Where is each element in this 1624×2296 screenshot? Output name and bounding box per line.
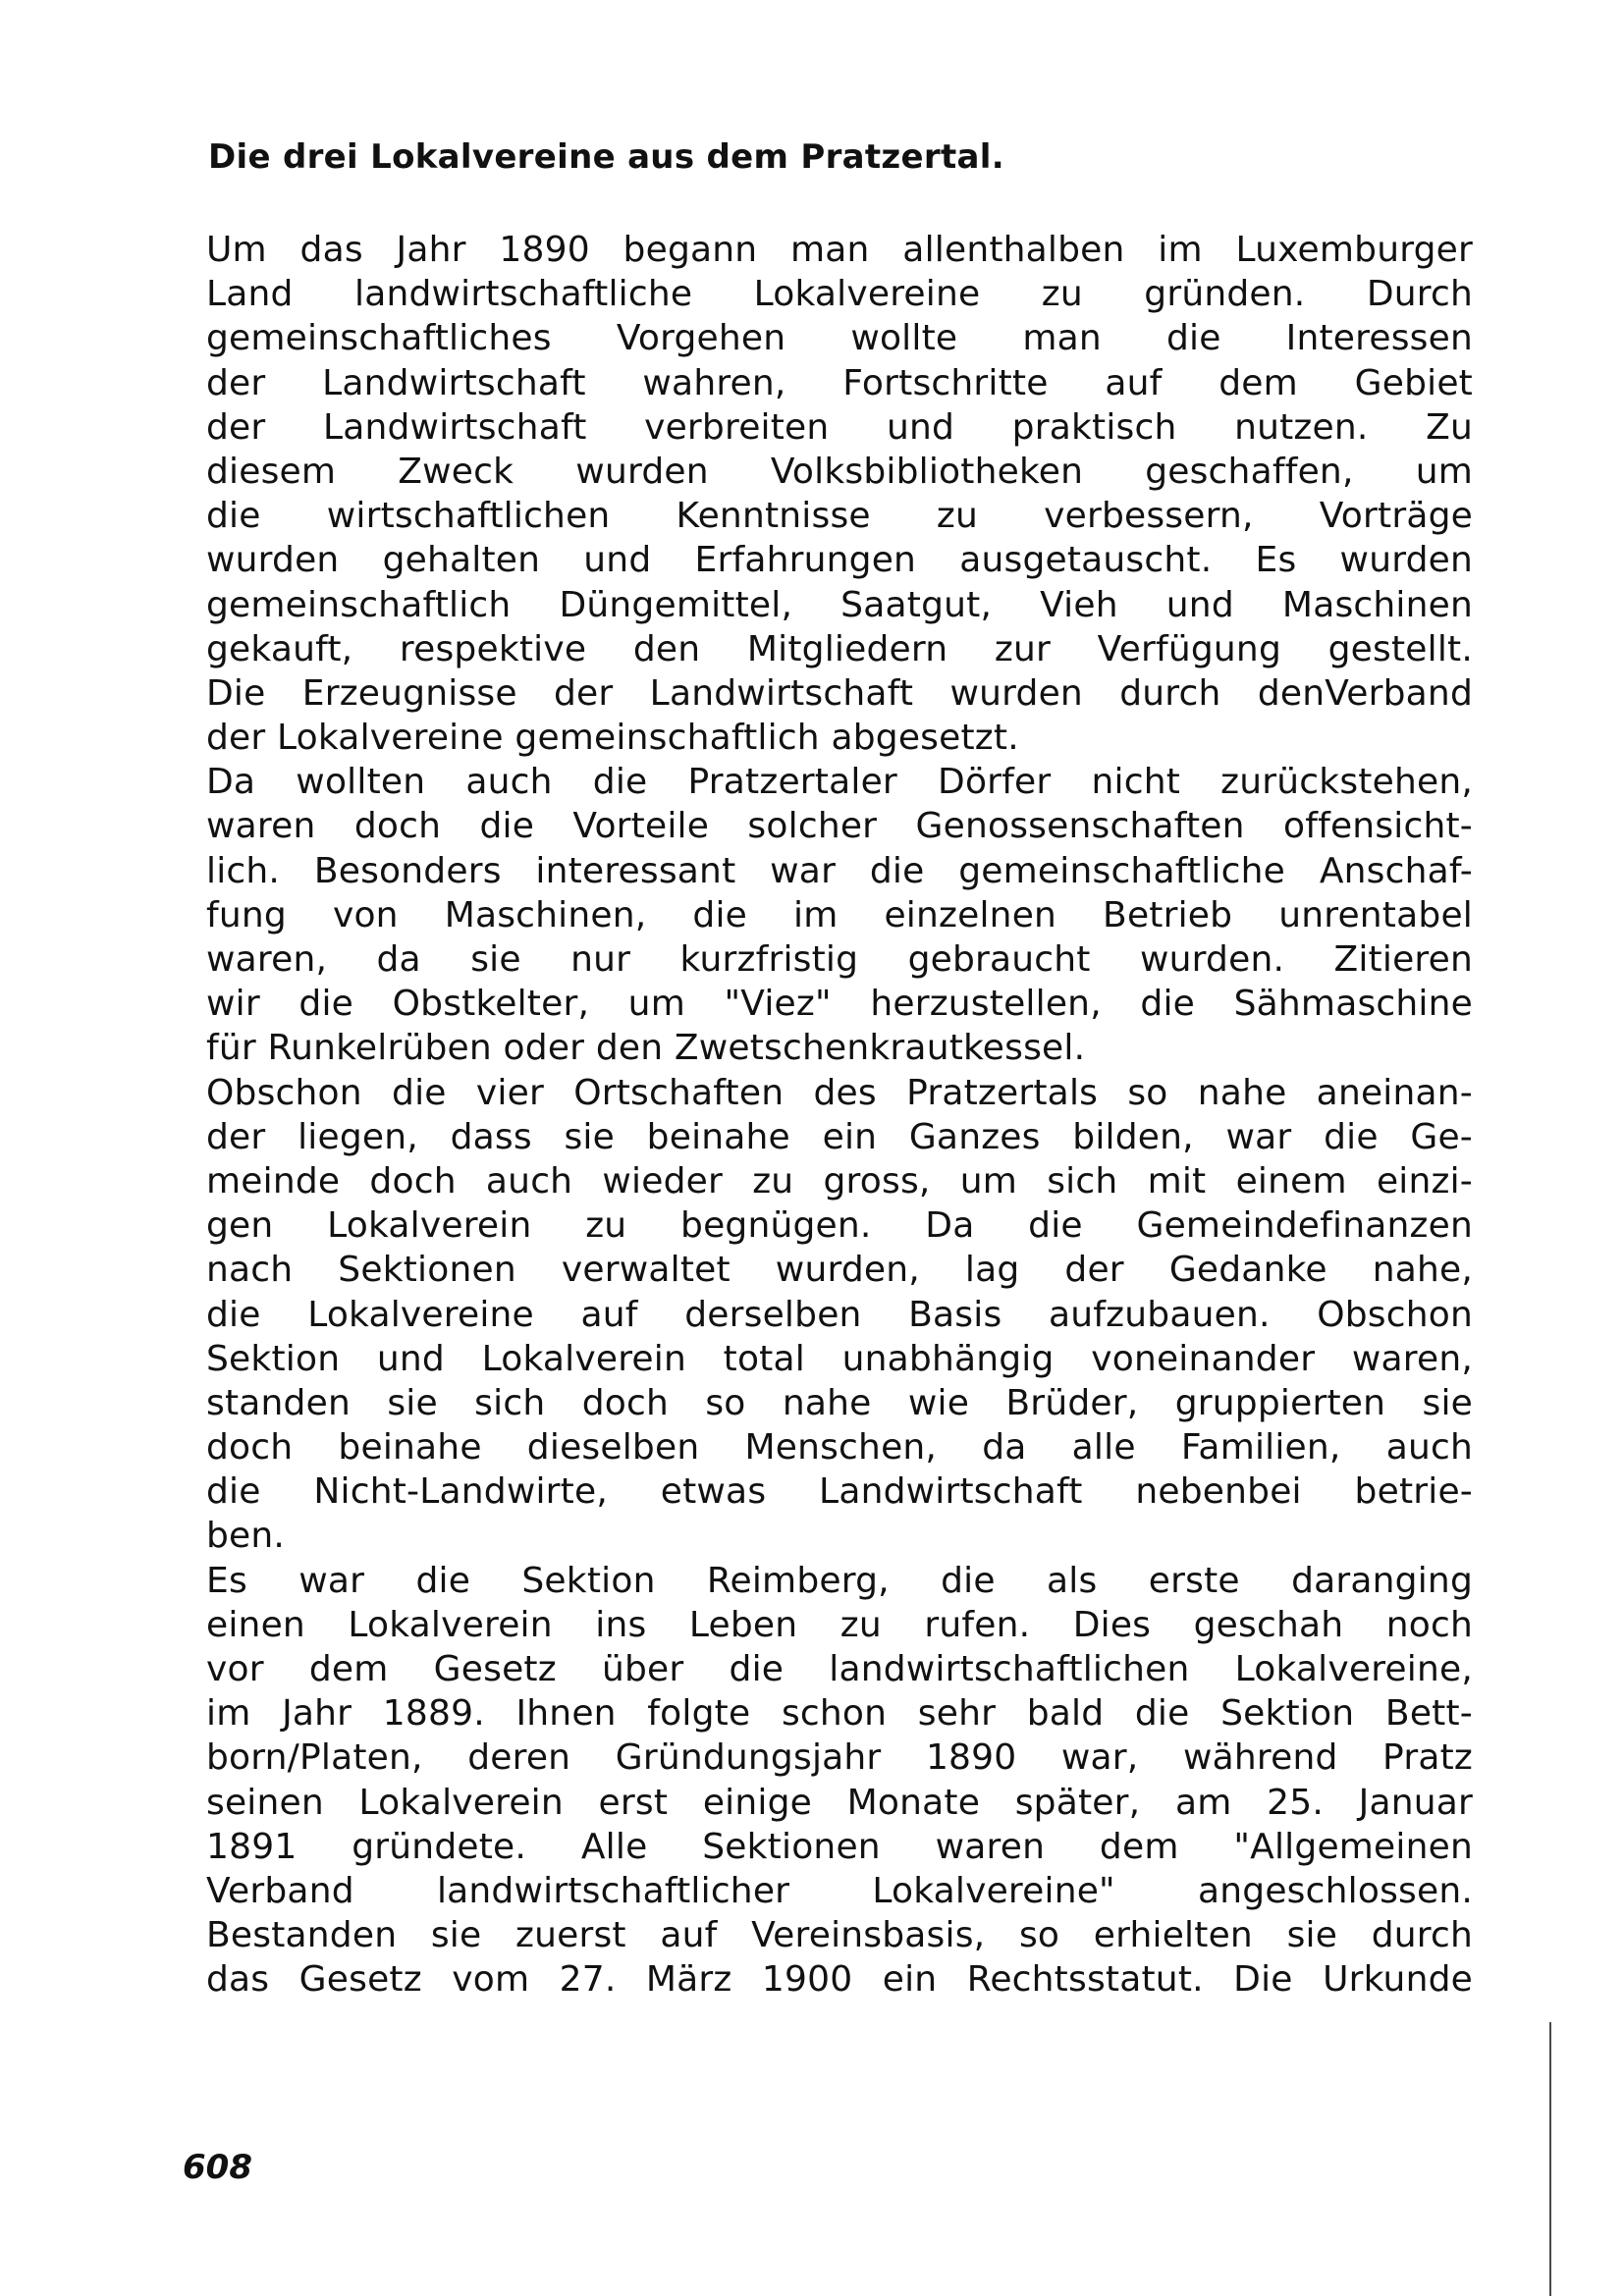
text-line: Um das Jahr 1890 begann man allenthalben im Luxemburger: [206, 230, 1473, 270]
text-line: Die Erzeugnisse der Landwirtschaft wurden durch denVerband: [206, 672, 1473, 714]
page-number: 608: [183, 2148, 252, 2187]
text-line: das Gesetz vom 27. März 1900 ein Rechtsstatut. Die Urkunde: [206, 1959, 1473, 2001]
text-line: Bestanden sie zuerst auf Vereinsbasis, so erhielten sie durch: [206, 1915, 1473, 1956]
text-line: im Jahr 1889. Ihnen folgte schon sehr bald die Sektion Bett-: [206, 1693, 1473, 1735]
text-line: seinen Lokalverein erst einige Monate später, am 25. Januar: [206, 1782, 1473, 1823]
text-line: doch beinahe dieselben Menschen, da alle Familien, auch: [206, 1427, 1473, 1468]
scan-edge-line: [1549, 2022, 1551, 2296]
text-line: fung von Maschinen, die im einzelnen Betrieb unrentabel: [206, 894, 1473, 935]
text-line: Es war die Sektion Reimberg, die als erste daranging: [206, 1560, 1473, 1601]
text-line: nach Sektionen verwaltet wurden, lag der Gedanke nahe,: [206, 1250, 1473, 1291]
text-line: wir die Obstkelter, um "Viez" herzustellen, die Sähmaschine: [206, 984, 1473, 1025]
text-line: einen Lokalverein ins Leben zu rufen. Dies geschah noch: [206, 1604, 1473, 1645]
text-line: für Runkelrüben oder den Zwetschenkrautkessel.: [206, 1028, 1086, 1069]
text-line: standen sie sich doch so nahe wie Brüder, gruppierten sie: [206, 1382, 1473, 1423]
text-line: waren doch die Vorteile solcher Genossenschaften offensicht-: [206, 806, 1473, 847]
text-line: die wirtschaftlichen Kenntnisse zu verbessern, Vorträge: [206, 496, 1473, 537]
text-line: vor dem Gesetz über die landwirtschaftlichen Lokalvereine,: [206, 1649, 1473, 1689]
text-line: der Lokalvereine gemeinschaftlich abgesetzt.: [206, 718, 1019, 759]
text-line: meinde doch auch wieder zu gross, um sich mit einem einzi-: [206, 1160, 1473, 1201]
text-line: 1891 gründete. Alle Sektionen waren dem "Allgemeinen: [206, 1826, 1473, 1867]
text-line: Sektion und Lokalverein total unabhängig voneinander waren,: [206, 1338, 1473, 1379]
text-line: die Nicht-Landwirte, etwas Landwirtschaft nebenbei betrie-: [206, 1471, 1473, 1513]
text-line: born/Platen, deren Gründungsjahr 1890 war, während Pratz: [206, 1737, 1473, 1779]
body-text: [206, 228, 1473, 2002]
text-line: gemeinschaftliches Vorgehen wollte man die Interessen: [206, 318, 1473, 359]
text-line: der Landwirtschaft verbreiten und praktisch nutzen. Zu: [206, 406, 1473, 448]
text-line: ben.: [206, 1516, 286, 1557]
text-line: gekauft, respektive den Mitgliedern zur Verfügung gestellt.: [206, 628, 1473, 669]
text-line: gemeinschaftlich Düngemittel, Saatgut, Vieh und Maschinen: [206, 584, 1473, 625]
text-line: lich. Besonders interessant war die gemeinschaftliche Anschaf-: [206, 850, 1473, 891]
text-line: waren, da sie nur kurzfristig gebraucht wurden. Zitieren: [206, 939, 1473, 980]
text-line: Land landwirtschaftliche Lokalvereine zu gründen. Durch: [206, 274, 1473, 315]
text-line: diesem Zweck wurden Volksbibliotheken geschaffen, um: [206, 451, 1473, 492]
text-line: Verband landwirtschaftlicher Lokalvereine" angeschlossen.: [206, 1870, 1473, 1911]
text-line: gen Lokalverein zu begnügen. Da die Gemeindefinanzen: [206, 1205, 1473, 1247]
text-line: wurden gehalten und Erfahrungen ausgetauscht. Es wurden: [206, 540, 1473, 581]
text-line: der Landwirtschaft wahren, Fortschritte auf dem Gebiet: [206, 362, 1473, 403]
section-heading: Die drei Lokalvereine aus dem Pratzertal.: [208, 137, 1004, 177]
text-line: Da wollten auch die Pratzertaler Dörfer nicht zurückstehen,: [206, 762, 1473, 803]
text-line: Obschon die vier Ortschaften des Pratzertals so nahe aneinan-: [206, 1072, 1473, 1113]
text-line: die Lokalvereine auf derselben Basis aufzubauen. Obschon: [206, 1294, 1473, 1335]
text-line: der liegen, dass sie beinahe ein Ganzes bilden, war die Ge-: [206, 1116, 1473, 1157]
